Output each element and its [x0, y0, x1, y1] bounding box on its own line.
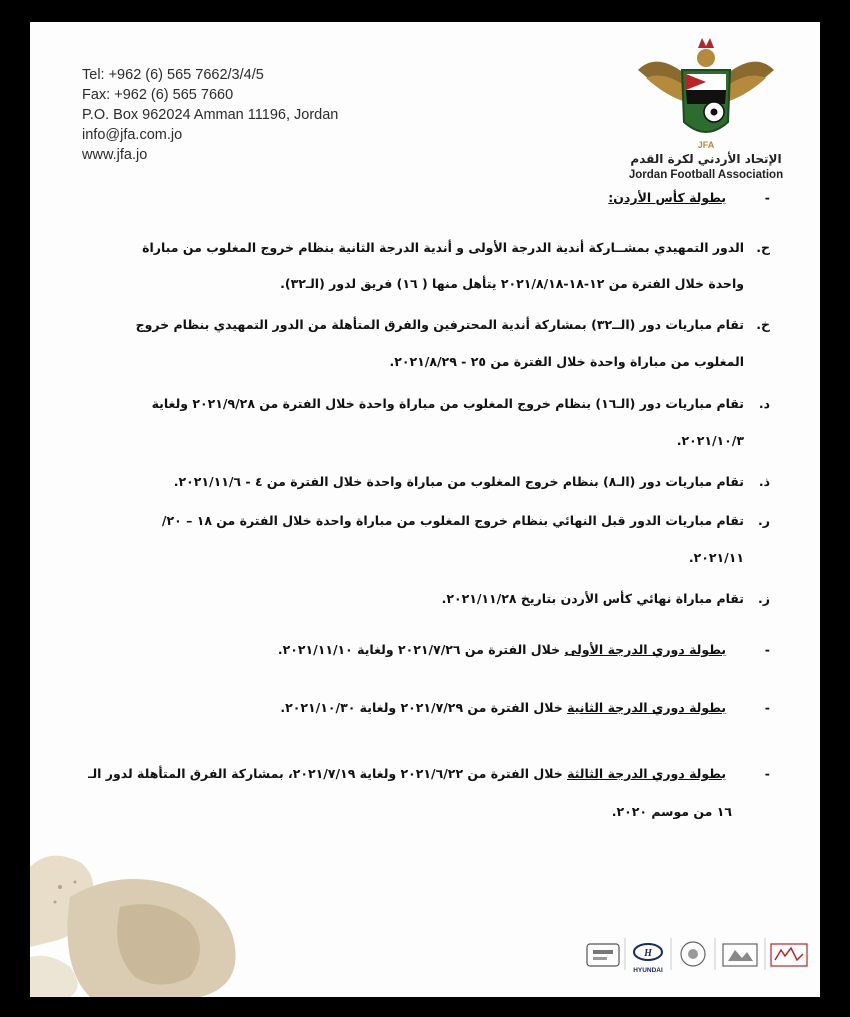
list-item	[130, 396, 770, 411]
website-line: www.jfa.jo	[82, 147, 148, 163]
league-third-division	[88, 766, 770, 781]
list-item	[130, 591, 770, 606]
logo-badge-text: JFA	[697, 140, 715, 150]
league-third-division-continued	[130, 804, 770, 819]
fax-line: Fax: +962 (6) 565 7660	[82, 87, 234, 103]
item-marker: ذ.	[758, 474, 770, 489]
sponsor-logo-emblem-icon	[681, 942, 705, 966]
item-line: المغلوب من مباراة واحدة خلال الفترة من ٢٥ - ٢٠٢١/٨/٢٩.	[389, 354, 744, 369]
league-period: خلال الفترة من ٢٠٢١/٧/٢٦ ولغاية ٢٠٢١/١١/١٠.	[277, 642, 565, 657]
item-marker: ح.	[756, 240, 770, 255]
list-item	[130, 513, 770, 528]
list-item-continued	[130, 433, 770, 448]
po-box-line: P.O. Box 962024 Amman 11196, Jordan	[82, 107, 339, 123]
item-line: تقام مباريات دور (الـ١٦) بنظام خروج المغلوب من مباراة واحدة خلال الفترة من ٢٠٢١/٩/٢٨ ولغاية	[151, 396, 744, 411]
svg-text:H: H	[644, 948, 652, 959]
item-line: تقام مباريات دور (الــ٣٢) بمشاركة أندية المحترفين والفرق المتأهلة من الدور التمهيدي بنظام خروج	[135, 317, 744, 332]
item-marker: خ.	[756, 317, 770, 332]
list-item-continued	[130, 276, 770, 291]
bullet-dash: -	[764, 190, 770, 205]
list-item-continued	[130, 550, 770, 565]
eagle-emblem-icon	[628, 30, 784, 152]
league-period-line2: ١٦ من موسم ٢٠٢٠.	[611, 804, 732, 819]
item-line: تقام مباريات الدور قبل النهائي بنظام خروج المغلوب من مباراة واحدة خلال الفترة من ١٨ – ٢٠/	[161, 513, 744, 528]
list-item-continued	[130, 354, 770, 369]
item-line: واحدة خلال الفترة من ١٢-١٨-٢٠٢١/٨/١٨ يتأهل منها ( ١٦) فريق لدور (الـ٣٢).	[280, 276, 744, 291]
sponsor-logo-seal-icon	[723, 944, 757, 966]
league-period: خلال الفترة من ٢٠٢١/٦/٢٢ ولغاية ٢٠٢١/٧/١٩، بمشاركة الفرق المتأهلة لدور الـ	[88, 766, 568, 781]
item-marker: ز.	[758, 591, 770, 606]
org-name-arabic: الإتحاد الأردني لكرة القدم	[630, 152, 782, 166]
item-line: تقام مباريات دور (الـ٨) بنظام خروج المغلوب من مباراة واحدة خلال الفترة من ٤ - ٢٠٢١/١١/٦.	[173, 474, 744, 489]
section1-heading	[130, 190, 770, 205]
league-first-division	[130, 642, 770, 657]
item-marker: د.	[758, 396, 770, 411]
league-second-division	[130, 700, 770, 715]
bullet-dash: -	[764, 642, 770, 657]
list-item	[130, 474, 770, 489]
league-title: بطولة دوري الدرجة الثانية	[567, 700, 727, 715]
email-line: info@jfa.com.jo	[82, 127, 183, 143]
sponsor-logo-bank-icon	[587, 944, 619, 966]
bullet-dash: -	[764, 700, 770, 715]
league-title: بطولة دوري الدرجة الأولى	[564, 642, 727, 657]
item-line: ٢٠٢١/١٠/٣.	[676, 433, 744, 448]
item-marker: ر.	[758, 513, 770, 528]
bullet-dash: -	[764, 766, 770, 781]
item-line: الدور التمهيدي بمشــاركة أندية الدرجة الأولى و أندية الدرجة الثانية بنظام خروج المغلوب من مباراة	[142, 240, 744, 255]
item-line: ٢٠٢١/١١.	[688, 550, 744, 565]
list-item	[130, 240, 770, 255]
list-item	[130, 317, 770, 332]
sponsor-logos	[585, 924, 810, 980]
sponsor-logo-hyundai-icon	[633, 944, 663, 974]
section1-title: بطولة كأس الأردن:	[608, 190, 727, 205]
jfa-logo	[628, 30, 810, 180]
sponsor-hyundai-label: HYUNDAI	[633, 967, 663, 974]
league-title: بطولة دوري الدرجة الثالثة	[567, 766, 727, 781]
contact-block	[82, 65, 338, 165]
document-page	[30, 22, 820, 997]
sponsor-logo-media-icon	[771, 944, 807, 966]
phone-line: Tel: +962 (6) 565 7662/3/4/5	[82, 67, 264, 83]
terrain-watermark-icon	[30, 827, 250, 997]
league-period: خلال الفترة من ٢٠٢١/٧/٢٩ ولغاية ٢٠٢١/١٠/٣٠.	[280, 700, 568, 715]
org-name-english: Jordan Football Association	[628, 169, 784, 181]
item-line: تقام مباراة نهائي كأس الأردن بتاريخ ٢٠٢١/١١/٢٨.	[441, 591, 744, 606]
